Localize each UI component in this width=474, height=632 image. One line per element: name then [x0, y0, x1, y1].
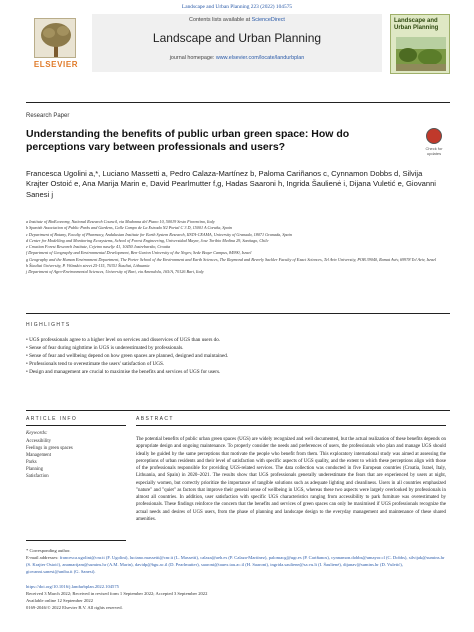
highlight-item: • Design and management are crucial to maximise the benefits and services of UGS for users.	[26, 369, 221, 376]
available-online: Available online 12 September 2022	[26, 597, 94, 603]
keyword: Accessibility	[26, 439, 52, 444]
abstract-heading: ABSTRACT	[136, 416, 174, 422]
elsevier-logo[interactable]	[26, 14, 84, 72]
keyword: Management	[26, 452, 52, 458]
footnote-divider	[26, 540, 126, 541]
crossmark-label: Check for updates	[425, 146, 443, 156]
cover-title: Landscape and Urban Planning	[394, 18, 439, 31]
article-type: Research Paper	[26, 113, 70, 119]
check-for-updates-badge[interactable]	[420, 128, 448, 156]
doi-link[interactable]: https://doi.org/10.1016/j.landurbplan.2022.104575	[26, 584, 119, 589]
affiliation: g Geography and the Human Environment Department, The Porter School of the Environment and Earth Sciences, The Raymond and Beverly Sackler Faculty of Exact Sciences, Tel Aviv University, POB 39040, Ramat Aviv, 69978 Tel Aviv, Israel	[26, 256, 437, 262]
homepage-link[interactable]: www.elsevier.com/locate/landurbplan	[215, 55, 305, 61]
affiliation: j Department of Agro-Environmental Sciences, University of Bari, via Amendola, 165/A, 70126 Bari, Italy	[26, 269, 204, 275]
affiliation: a Institute of BioEconomy, National Research Council, via Madonna del Piano 10, 50019 Sesto Fiorentino, Italy	[26, 219, 215, 224]
article-metadata	[26, 584, 446, 612]
affiliations-divider	[26, 313, 450, 314]
journal-header	[26, 14, 450, 78]
publisher-name: ELSEVIER	[33, 60, 79, 69]
keyword: Parks	[26, 459, 37, 465]
email-addresses: E-mail addresses: francesca.ugolini@cnr.it (F. Ugolini), luciano.massetti@cnr.it (L. Massetti), calaza@aeh.es (P. Calaza-Martínez), palomacg@ugr.es (P. Cariñanos), cynnamon.dobbs@umayor.cl (C. Dobbs), silvijak@sumins.hr (S. Krajter Ostoić), anamarijam@sumins.hr (A.M. Marin), davidp@bgu.ac.il (D. Pearlmutter), saaroni@tauex.tau.ac.il (H. Saaroni), ingrida.sauliene@sa.vu.lt (I. Šaulienė), dijanav@sumins.hr (D. Vuletić), giovanni.sanesi@uniba.it (G. Sanesi).	[26, 554, 445, 574]
corresponding-author-label: * Corresponding author.	[26, 548, 71, 553]
highlight-item: • Professionals tend to overestimate the users' satisfaction of UGS.	[26, 361, 165, 368]
sciencedirect-link[interactable]: ScienceDirect	[251, 17, 285, 23]
highlights-list	[26, 336, 446, 376]
article-info-divider	[26, 425, 126, 426]
abstract-divider	[136, 425, 446, 426]
article-info-heading: ARTICLE INFO	[26, 416, 78, 422]
elsevier-tree-icon	[34, 18, 76, 58]
received-dates: Received 3 March 2022; Received in revised form 1 September 2022; Accepted 3 September 2022	[26, 590, 208, 596]
correspondence-note	[26, 548, 446, 576]
journal-title: Landscape and Urban Planning	[152, 31, 322, 45]
copyright: 0169-2046/© 2022 Elsevier B.V. All rights reserved.	[26, 604, 123, 610]
highlights-heading: HIGHLIGHTS	[26, 322, 71, 328]
crossmark-icon	[426, 128, 442, 144]
highlight-item: • Sense of fear and wellbeing depend on how green spaces are planned, designed and maintained.	[26, 353, 229, 360]
keywords-list	[26, 439, 126, 481]
highlight-item: • UGS professionals agree to a higher level on services and disservices of UGS than users do.	[26, 337, 221, 343]
affiliation: f Department of Geography and Environmental Development, Ben-Gurion University of the Negev, Sede Boqer Campus, 84990, Israel	[26, 250, 252, 256]
affiliations	[26, 219, 446, 276]
keyword: Planning	[26, 466, 44, 472]
journal-cover[interactable]	[390, 14, 450, 74]
email-links[interactable]: francesca.ugolini@cnr.it (F. Ugolini), luciano.massetti@cnr.it (L. Massetti), calaza@aeh.es (P. Calaza-Martínez), palomacg@ugr.es (P. Cariñanos), cynnamon.dobbs@umayor.cl (C. Dobbs), silvijak@sumins.hr (S. Krajter Ostoić), anamarijam@sumins.hr (A.M. Marin), davidp@bgu.ac.il (D. Pearlmutter), saaroni@tauex.tau.ac.il (H. Saaroni), ingrida.sauliene@sa.vu.lt (I. Šaulienė), dijanav@sumins.hr (D. Vuletić), giovanni.sanesi@uniba.it (G. Sanesi).	[26, 554, 445, 574]
highlights-divider	[26, 410, 450, 411]
affiliation: e Croatian Forest Research Institute, Cvjetno naselje 41, 10450 Jastrebarsko, Croatia	[26, 244, 171, 250]
keywords-heading: Keywords:	[26, 431, 48, 436]
journal-banner	[92, 14, 382, 72]
keyword: Satisfaction	[26, 473, 49, 479]
keyword: Feelings in green spaces	[26, 445, 73, 451]
affiliation: d Center for Modelling and Monitoring Ecosystems, School of Forest Engineering, Universidad Mayor, Jose Toribio Medina 29, Santiago, Chile	[26, 237, 269, 243]
header-divider	[26, 102, 450, 103]
journal-reference[interactable]: Landscape and Urban Planning 223 (2022) 104575	[181, 4, 293, 10]
affiliation: c Department of Botany, Faculty of Pharmacy, Andalusian Institute for Earth System Research, IISTA-CEAMA, University of Granada, 18071 Granada, Spain	[26, 231, 292, 237]
contents-line: Contents lists available at ScienceDirect	[189, 17, 285, 23]
highlight-item: • Sense of fear during nighttime in UGS is underestimated by professionals.	[26, 345, 184, 352]
abstract-text: The potential benefits of public urban green spaces (UGS) are widely recognized and well documented, but the actual realization of these benefits depends on appropriate design and ongoing maintenance. To properly consider the needs and preferences of users, the professionals who plan and manage UGS should ideally be guided by the same perceptions that motivate the people who benefit from them. This exploratory international study was aimed at assessing the perceptions of urban residents and their level of satisfaction with specific aspects of UGS quality, and the extent to which these perceptions align with those of the professionals responsible for providing UGS-related services. The data collection was conducted in five European countries (Croatia, Israel, Italy, Lithuania, and Spain) in 2020–2021. The results show that UGS professionals generally underestimate the fears that are experienced by users at night, especially women, but correctly prioritize the importance of tangible solutions such as adequate lighting and cleanliness. Users in all countries emphasized "nature" and "quiet" as factors that improve their general sense of wellbeing in UGS, whereas these two aspects were largely overlooked by professionals in almost all countries. In addition, user satisfaction with specific UGS characteristics ranging from accessibility to park furniture was overestimated by professionals. These findings reinforce the concern that the benefits and services of green spaces can only be maximised if UGS professionals recognize the actual needs and desires of UGS users, from the phase of planning and landscape design to the everyday management and maintenance of these shared amenities.	[136, 437, 446, 522]
cover-landscape-image	[396, 37, 446, 71]
author-list[interactable]: Francesca Ugolini a,*, Luciano Massetti a, Pedro Calaza-Martínez b, Paloma Cariñanos c, Cynnamon Dobbs d, Silvija Krajter Ostoić e, Ana Marija Marin e, David Pearlmutter f,g, Hadas Saaroni h, Ingrida Šaulienė i, Dijana Vuletić e, Giovanni Sanesi j	[26, 169, 436, 199]
homepage-line: journal homepage: www.elsevier.com/locate/landurbplan	[169, 55, 305, 61]
article-title: Understanding the benefits of public urban green space: How do perceptions vary between professionals and users?	[26, 128, 350, 154]
affiliation: b Spanish Association of Public Parks and Gardens, Calle Campo de La Estrada N2 Portal C 3 D, 15001 A Coruña, Spain	[26, 225, 232, 231]
affiliation: h Šiauliai University, P. Višinskio street 25-115, 76351 Šiauliai, Lithuania	[26, 263, 150, 269]
